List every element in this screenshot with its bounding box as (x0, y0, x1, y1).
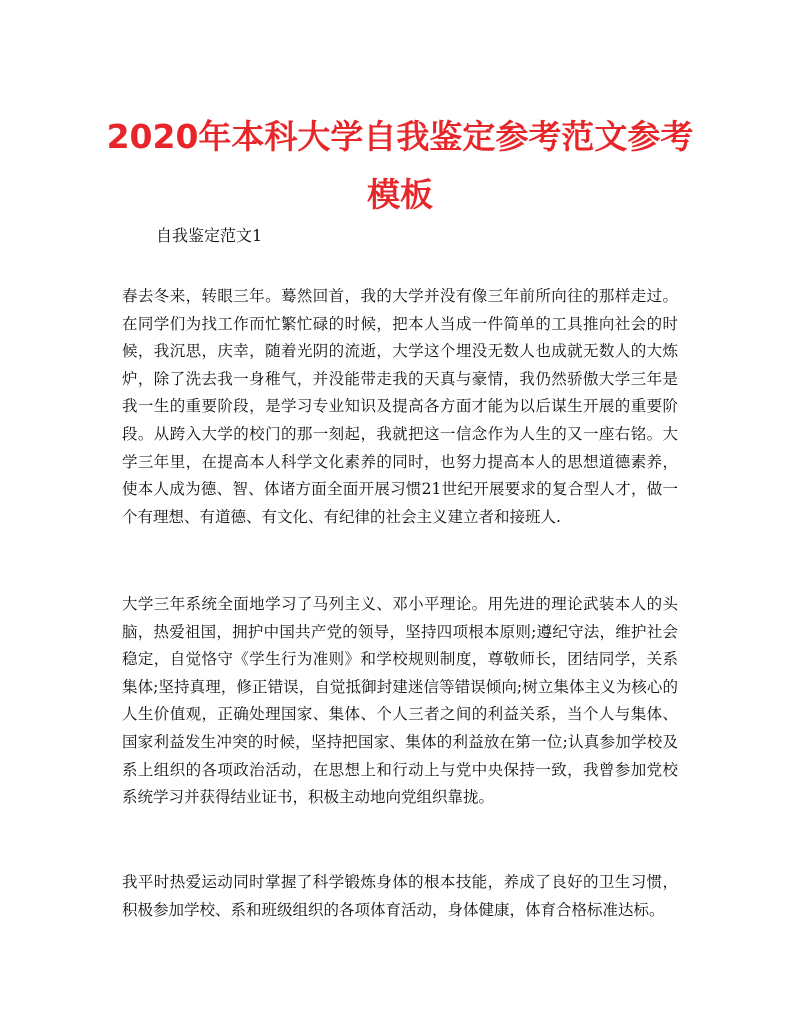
body-paragraph-1: 春去冬来，转眼三年。蓦然回首，我的大学并没有像三年前所向往的那样走过。在同学们为找工作而忙繁忙碌的时候，把本人当成一件简单的工具推向社会的时候，我沉思，庆幸，随着光阴的流逝，大学这个埋没无数人也成就无数人的大炼炉，除了洗去我一身稚气，并没能带走我的天真与豪情，我仍然骄傲大学三年是我一生的重要阶段，是学习专业知识及提高各方面才能为以后谋生开展的重要阶段。从跨入大学的校门的那一刻起，我就把这一信念作为人生的又一座右铭。大学三年里，在提高本人科学文化素养的同时，也努力提高本人的思想道德素养，使本人成为德、智、体诸方面全面开展习惯21世纪开展要求的复合型人才，做一个有理想、有道德、有文化、有纪律的社会主义建立者和接班人. (122, 287, 678, 526)
document-subtitle: 自我鉴定范文1 (156, 226, 263, 245)
document-title: 2020年本科大学自我鉴定参考范文参考模板 (106, 117, 694, 214)
body-paragraph-3: 我平时热爱运动同时掌握了科学锻炼身体的根本技能，养成了良好的卫生习惯，积极参加学校、系和班级组织的各项体育活动，身体健康，体育合格标准达标。 (122, 873, 678, 919)
body-paragraph-2: 大学三年系统全面地学习了马列主义、邓小平理论。用先进的理论武装本人的头脑，热爱祖国，拥护中国共产党的领导，坚持四项根本原则;遵纪守法，维护社会稳定，自觉恪守《学生行为准则》和学校规则制度，尊敬师长，团结同学，关系集体;坚持真理，修正错误，自觉抵御封建迷信等错误倾向;树立集体主义为核心的人生价值观，正确处理国家、集体、个人三者之间的利益关系，当个人与集体、国家利益发生冲突的时候，坚持把国家、集体的利益放在第一位;认真参加学校及系上组织的各项政治活动，在思想上和行动上与党中央保持一致，我曾参加党校系统学习并获得结业证书，积极主动地向党组织靠拢。 (122, 595, 678, 807)
